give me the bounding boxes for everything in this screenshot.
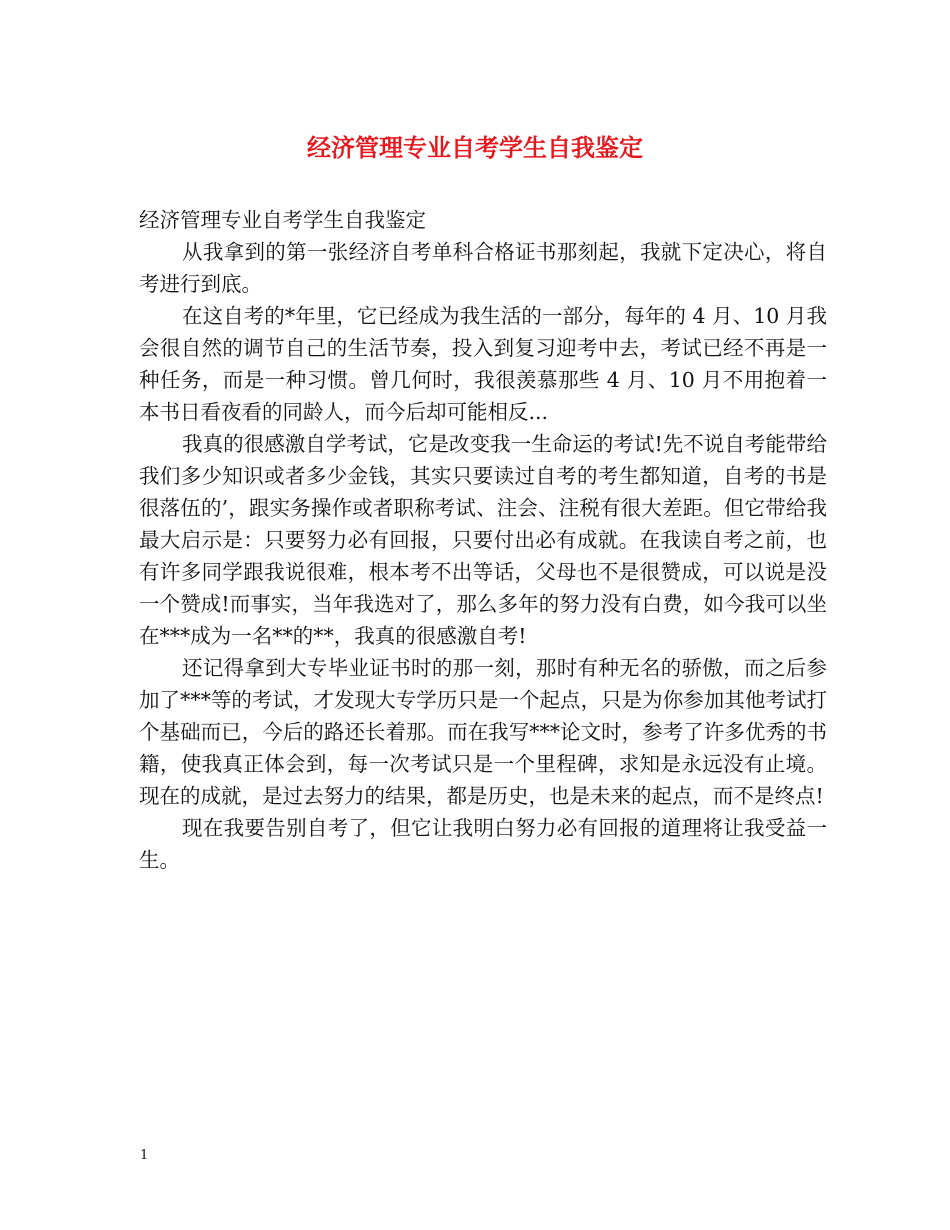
document-subtitle: 经济管理专业自考学生自我鉴定 — [139, 208, 426, 232]
document-body — [139, 204, 827, 876]
paragraph-1: 从我拿到的第一张经济自考单科合格证书那刻起，我就下定决心，将自考进行到底。 — [139, 240, 827, 296]
paragraph-4: 还记得拿到大专毕业证书时的那一刻，那时有种无名的骄傲，而之后参加了***等的考试，才发现大专学历只是一个起点，只是为你参加其他考试打个基础而已，今后的路还长着那。而在我写***论文时，参考了许多优秀的书籍，使我真正体会到，每一次考试只是一个里程碑，求知是永远没有止境。现在的成就，是过去努力的结果，都是历史，也是未来的起点，而不是终点! — [139, 656, 827, 808]
paragraph-2: 在这自考的*年里，它已经成为我生活的一部分，每年的 4 月、10 月我会很自然的调节自己的生活节奏，投入到复习迎考中去，考试已经不再是一种任务，而是一种习惯。曾几何时，我很羡慕那些 4 月、10 月不用抱着一本书日看夜看的同龄人，而今后却可能相反... — [139, 304, 827, 424]
page-number: 1 — [140, 1148, 149, 1163]
paragraph-5: 现在我要告别自考了，但它让我明白努力必有回报的道理将让我受益一生。 — [139, 816, 827, 872]
document-title: 经济管理专业自考学生自我鉴定 — [307, 133, 643, 162]
paragraph-3: 我真的很感激自学考试，它是改变我一生命运的考试!先不说自考能带给我们多少知识或者多少金钱，其实只要读过自考的考生都知道，自考的书是很落伍的’，跟实务操作或者职称考试、注会、注税有很大差距。但它带给我最大启示是：只要努力必有回报，只要付出必有成就。在我读自考之前，也有许多同学跟我说很难，根本考不出等话，父母也不是很赞成，可以说是没一个赞成!而事实，当年我选对了，那么多年的努力没有白费，如今我可以坐在***成为一名**的**，我真的很感激自考! — [139, 432, 827, 648]
